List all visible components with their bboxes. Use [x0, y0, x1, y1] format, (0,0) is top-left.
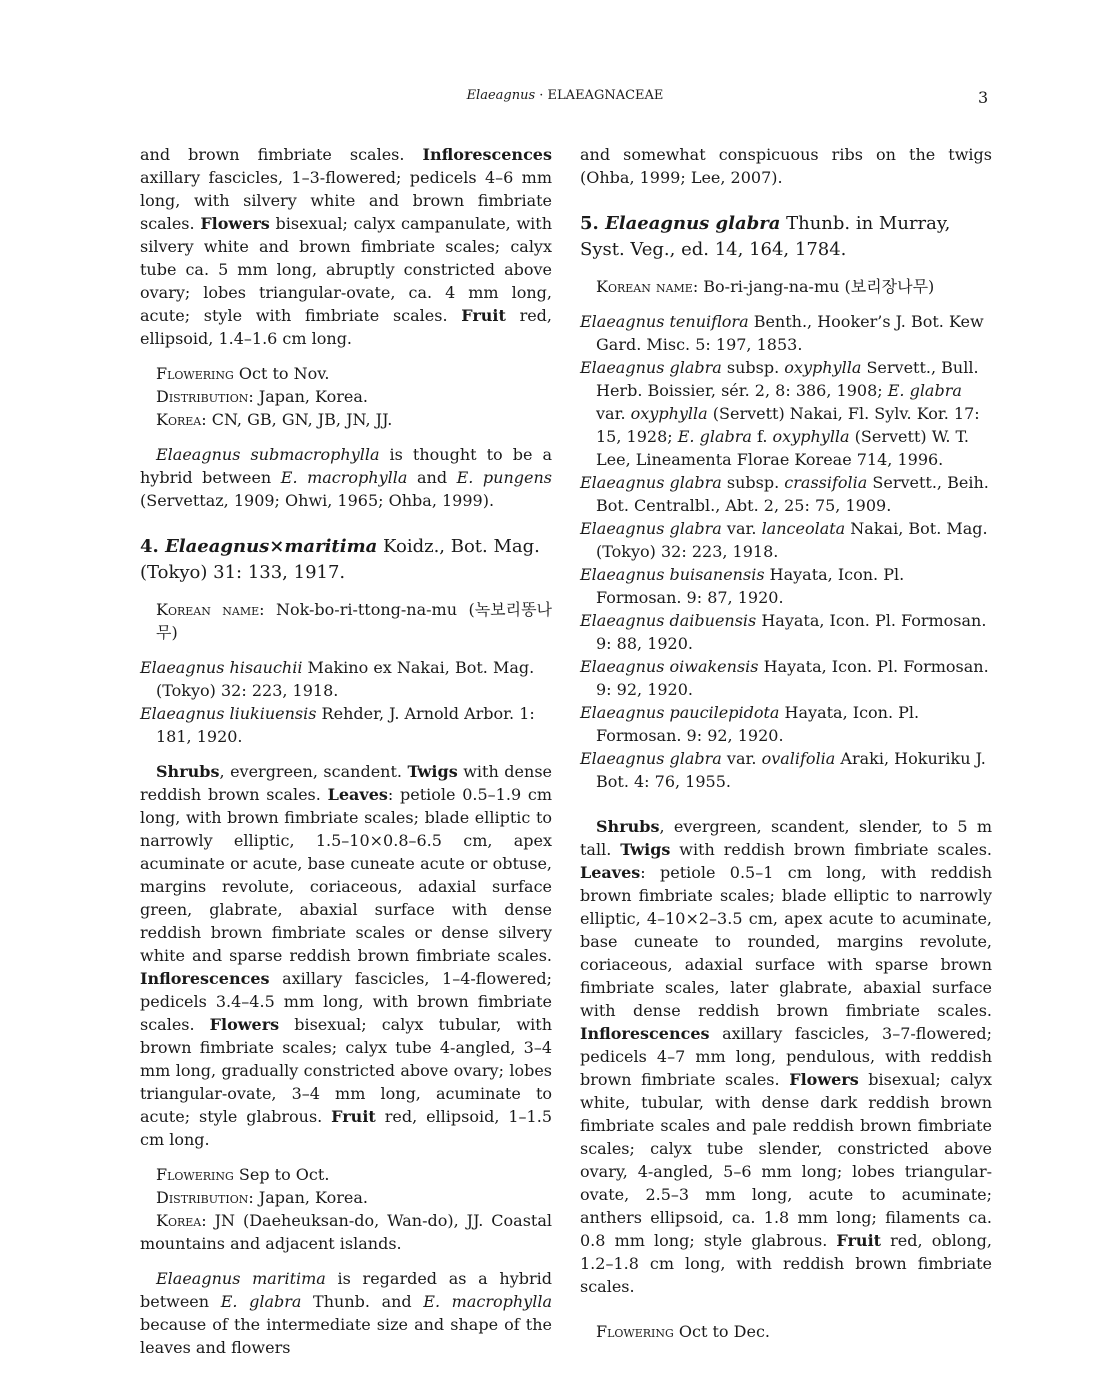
text-run: : Japan, Korea. — [248, 387, 368, 406]
text-run: Leaves — [580, 863, 641, 882]
text-run: Hayata, Icon. Pl. Formosan. 9: 92, 1920. — [596, 657, 989, 699]
text-run: Korea — [156, 1211, 202, 1230]
text-run: f. — [751, 427, 773, 446]
text-run: because of the intermediate size and shape of the leaves and flowers — [140, 1315, 552, 1357]
text-run: E. glabra — [887, 381, 962, 400]
text-run: Elaeagnus glabra — [580, 358, 722, 377]
text-run: Korean name — [156, 600, 260, 619]
text-run: Elaeagnus liukiuensis — [140, 704, 317, 723]
text-run: (Servett) Nakai, Fl. Sylv. Kor. 17: 15, 1928; — [596, 404, 980, 446]
text-run: Elaeagnus glabra — [580, 473, 722, 492]
text-run: Elaeagnus maritima — [156, 1269, 326, 1288]
species-3-note — [140, 443, 552, 512]
text-run: Servett., Bull. Herb. Boissier, sér. 2, 8: 386, 1908; — [596, 358, 979, 400]
text-run: Hayata, Icon. Pl. Formosan. 9: 88, 1920. — [596, 611, 987, 653]
text-run: : CN, GB, GN, JB, JN, JJ. — [201, 410, 393, 429]
text-run: Elaeagnus tenuiflora — [580, 312, 749, 331]
text-run: ovalifolia — [761, 749, 836, 768]
text-run: var. — [721, 519, 762, 538]
text-run: is thought to be a hybrid between — [140, 445, 552, 487]
text-run: × — [269, 536, 285, 557]
text-run: : Nok-bo-ri-ttong-na-mu (녹보리똥나무) — [156, 600, 552, 642]
text-run: Elaeagnus — [165, 536, 270, 557]
text-run: var. — [721, 749, 762, 768]
text-run: and — [407, 468, 457, 487]
text-run: Benth., Hooker’s J. Bot. Kew Gard. Misc. 5: 197, 1853. — [596, 312, 984, 354]
text-run: : petiole 0.5–1.9 cm long, with brown fimbriate scales; blade elliptic to narrowly elliptic, 1.5–10×0.8–6.5 cm, apex acuminate or acute, base cuneate acute or obtuse, margins revolute, coriaceous, adaxial surface green, glabrate, abaxial surface with dense reddish brown fimbriate scales or dense silvery white and sparse reddish brown fimbriate scales. — [140, 785, 553, 965]
text-run: bisexual; calyx tubular, with brown fimbriate scales; calyx tube 4-angled, 3–4 mm long, gradually constricted above ovary; lobes triangular-ovate, 3–4 mm long, acuminate to acute; style glabrous. — [140, 1015, 552, 1126]
text-run: bisexual; calyx campanulate, with silvery white and brown fimbriate scales; calyx tube ca. 5 mm long, abruptly constricted above ovary; lobes triangular-ovate, ca. 4 mm long, acute; style with fimbriate scales. — [140, 214, 552, 325]
species-3-distribution — [140, 385, 552, 408]
text-run: red, ellipsoid, 1–1.5 cm long. — [140, 1107, 552, 1149]
text-run: maritima — [284, 536, 378, 557]
text-run: crassifolia — [784, 473, 868, 492]
text-run: Nakai, Bot. Mag. (Tokyo) 32: 223, 1918. — [596, 519, 988, 561]
text-run: : Japan, Korea. — [248, 1188, 368, 1207]
text-run: var. — [596, 404, 631, 423]
species-4-heading — [140, 534, 552, 586]
species-5-synonym — [580, 563, 992, 609]
text-run: and somewhat conspicuous ribs on the twigs (Ohba, 1999; Lee, 2007). — [580, 145, 992, 187]
text-run: Korean name — [596, 277, 693, 296]
text-run: Flowering — [156, 364, 234, 383]
text-run: lanceolata — [761, 519, 846, 538]
species-4-korean-name — [140, 598, 552, 644]
text-run: Elaeagnus glabra — [580, 519, 722, 538]
text-run: Servett., Beih. Bot. Centralbl., Abt. 2, 25: 75, 1909. — [596, 473, 989, 515]
text-run: Elaeagnus hisauchii — [140, 658, 303, 677]
text-run: : petiole 0.5–1 cm long, with reddish brown fimbriate scales; blade elliptic to narrowly elliptic, 4–10×2–3.5 cm, apex acute to acuminate, base cuneate to rounded, margins revolute, coriaceous, adaxial surface with sparse brown fimbriate scales, later glabrate, abaxial surface with dense reddish brown fimbriate scales. — [580, 863, 992, 1020]
species-3-korea — [140, 408, 552, 431]
text-run: with reddish brown fimbriate scales. — [670, 840, 993, 859]
text-run: Twigs — [407, 762, 458, 781]
text-run: Flowering — [596, 1322, 674, 1341]
species-5-flowering — [580, 1320, 992, 1343]
text-run: E. glabra — [677, 427, 752, 446]
species-4-distribution — [140, 1186, 552, 1209]
text-run: axillary fascicles, 1–4-flowered; pedicels 3.4–4.5 mm long, with brown fimbriate scales. — [140, 969, 552, 1034]
text-run: Flowers — [209, 1015, 280, 1034]
text-run: E. macrophylla — [280, 468, 408, 487]
text-run: , evergreen, scandent, slender, to 5 m tall. — [580, 817, 992, 859]
text-run: , evergreen, scandent. — [219, 762, 408, 781]
text-run: (Servettaz, 1909; Ohwi, 1965; Ohba, 1999). — [140, 491, 495, 510]
text-run: red, oblong, 1.2–1.8 cm long, with reddish brown fimbriate scales. — [580, 1231, 992, 1296]
left-column — [140, 143, 552, 1359]
text-run: Fruit — [331, 1107, 376, 1126]
text-run: Sep to Oct. — [233, 1165, 330, 1184]
text-run: Hayata, Icon. Pl. Formosan. 9: 92, 1920. — [596, 703, 920, 745]
running-header — [140, 88, 990, 103]
text-run: Flowers — [200, 214, 270, 233]
text-run: Elaeagnus glabra — [580, 749, 722, 768]
text-run: Thunb. in Murray, Syst. Veg., ed. 14, 164, 1784. — [580, 213, 951, 260]
text-run: Hayata, Icon. Pl. Formosan. 9: 87, 1920. — [596, 565, 905, 607]
text-run: Elaeagnus buisanensis — [580, 565, 765, 584]
species-5-synonym — [580, 655, 992, 701]
text-run: E. macrophylla — [423, 1292, 552, 1311]
text-run: Rehder, J. Arnold Arbor. 1: 181, 1920. — [156, 704, 535, 746]
species-5-synonym-list — [580, 310, 992, 793]
text-run: subsp. — [721, 358, 785, 377]
text-run: with dense reddish brown scales. — [140, 762, 552, 804]
text-run: Elaeagnus submacrophylla — [156, 445, 380, 464]
text-run: Inflorescences — [580, 1024, 710, 1043]
text-run: E. pungens — [456, 468, 553, 487]
text-run: Fruit — [461, 306, 506, 325]
text-run: is regarded as a hybrid between — [140, 1269, 553, 1311]
text-run: (Servett) W. T. Lee, Lineamenta Florae Koreae 714, 1996. — [596, 427, 969, 469]
text-run: : JN (Daeheuksan-do, Wan-do), JJ. Coastal mountains and adjacent islands. — [140, 1211, 552, 1253]
species-4-flowering — [140, 1163, 552, 1186]
species-4-korea — [140, 1209, 552, 1255]
text-run: 4. — [140, 536, 166, 557]
right-column — [580, 143, 992, 1343]
text-run: Flowering — [156, 1165, 234, 1184]
text-run: oxyphylla — [784, 358, 862, 377]
text-run: Distribution — [156, 387, 249, 406]
species-5-synonym — [580, 701, 992, 747]
page-number: 3 — [978, 88, 989, 107]
text-run: Distribution — [156, 1188, 249, 1207]
header-family: · ELAEAGNACEAE — [539, 88, 664, 103]
text-run: axillary fascicles, 3–7-flowered; pedicels 4–7 mm long, pendulous, with reddish brown fimbriate scales. — [580, 1024, 992, 1089]
text-run: Flowers — [789, 1070, 859, 1089]
species-3-description-continued — [140, 143, 552, 350]
text-run: Shrubs — [156, 762, 220, 781]
text-run: Oct to Nov. — [233, 364, 330, 383]
text-run: Oct to Dec. — [673, 1322, 770, 1341]
text-run: Fruit — [836, 1231, 882, 1250]
species-5-description — [580, 815, 992, 1298]
text-run: subsp. — [721, 473, 785, 492]
species-4-synonym — [140, 656, 552, 702]
species-4-synonym — [140, 702, 552, 748]
species-5-synonym — [580, 747, 992, 793]
species-5-heading — [580, 211, 992, 263]
text-run: oxyphylla — [772, 427, 850, 446]
species-5-synonym — [580, 517, 992, 563]
text-run: Elaeagnus paucilepidota — [580, 703, 780, 722]
species-3-flowering — [140, 362, 552, 385]
text-run: Elaeagnus glabra — [605, 213, 781, 234]
header-genus: Elaeagnus — [466, 88, 536, 103]
text-run: Elaeagnus oiwakensis — [580, 657, 759, 676]
text-run: Leaves — [327, 785, 388, 804]
text-run: 5. — [580, 213, 606, 234]
species-5-synonym — [580, 356, 992, 471]
species-4-description — [140, 760, 552, 1151]
text-run: oxyphylla — [630, 404, 708, 423]
species-5-korean-name — [580, 275, 992, 298]
text-run: Araki, Hokuriku J. Bot. 4: 76, 1955. — [596, 749, 986, 791]
text-run: red, ellipsoid, 1.4–1.6 cm long. — [140, 306, 553, 348]
text-run: Inflorescences — [140, 969, 270, 988]
species-4-note-continued — [580, 143, 992, 189]
species-5-synonym — [580, 310, 992, 356]
species-5-synonym — [580, 609, 992, 655]
text-run: : Bo-ri-jang-na-mu (보리장나무) — [692, 277, 935, 296]
text-run: Elaeagnus daibuensis — [580, 611, 757, 630]
text-run: Koidz., Bot. Mag. (Tokyo) 31: 133, 1917. — [140, 536, 540, 583]
text-run: Korea — [156, 410, 202, 429]
species-5-synonym — [580, 471, 992, 517]
text-run: Twigs — [620, 840, 671, 859]
text-run: and brown fimbriate scales. — [140, 145, 423, 164]
text-run: Shrubs — [596, 817, 660, 836]
text-run: Thunb. and — [301, 1292, 424, 1311]
text-run: axillary fascicles, 1–3-flowered; pedicels 4–6 mm long, with silvery white and brown fimbriate scales. — [140, 168, 552, 233]
species-4-note — [140, 1267, 552, 1359]
text-run: E. glabra — [220, 1292, 302, 1311]
text-run: Makino ex Nakai, Bot. Mag. (Tokyo) 32: 223, 1918. — [156, 658, 535, 700]
text-run: Inflorescences — [422, 145, 552, 164]
text-run: bisexual; calyx white, tubular, with dense dark reddish brown fimbriate scales and pale reddish brown fimbriate scales; calyx tube slender, constricted above ovary, 4-angled, 5–6 mm long; lobes triangular-ovate, 2.5–3 mm long, acute to acuminate; anthers ellipsoid, ca. 1.8 mm long; filaments ca. 0.8 mm long; style glabrous. — [580, 1070, 992, 1250]
